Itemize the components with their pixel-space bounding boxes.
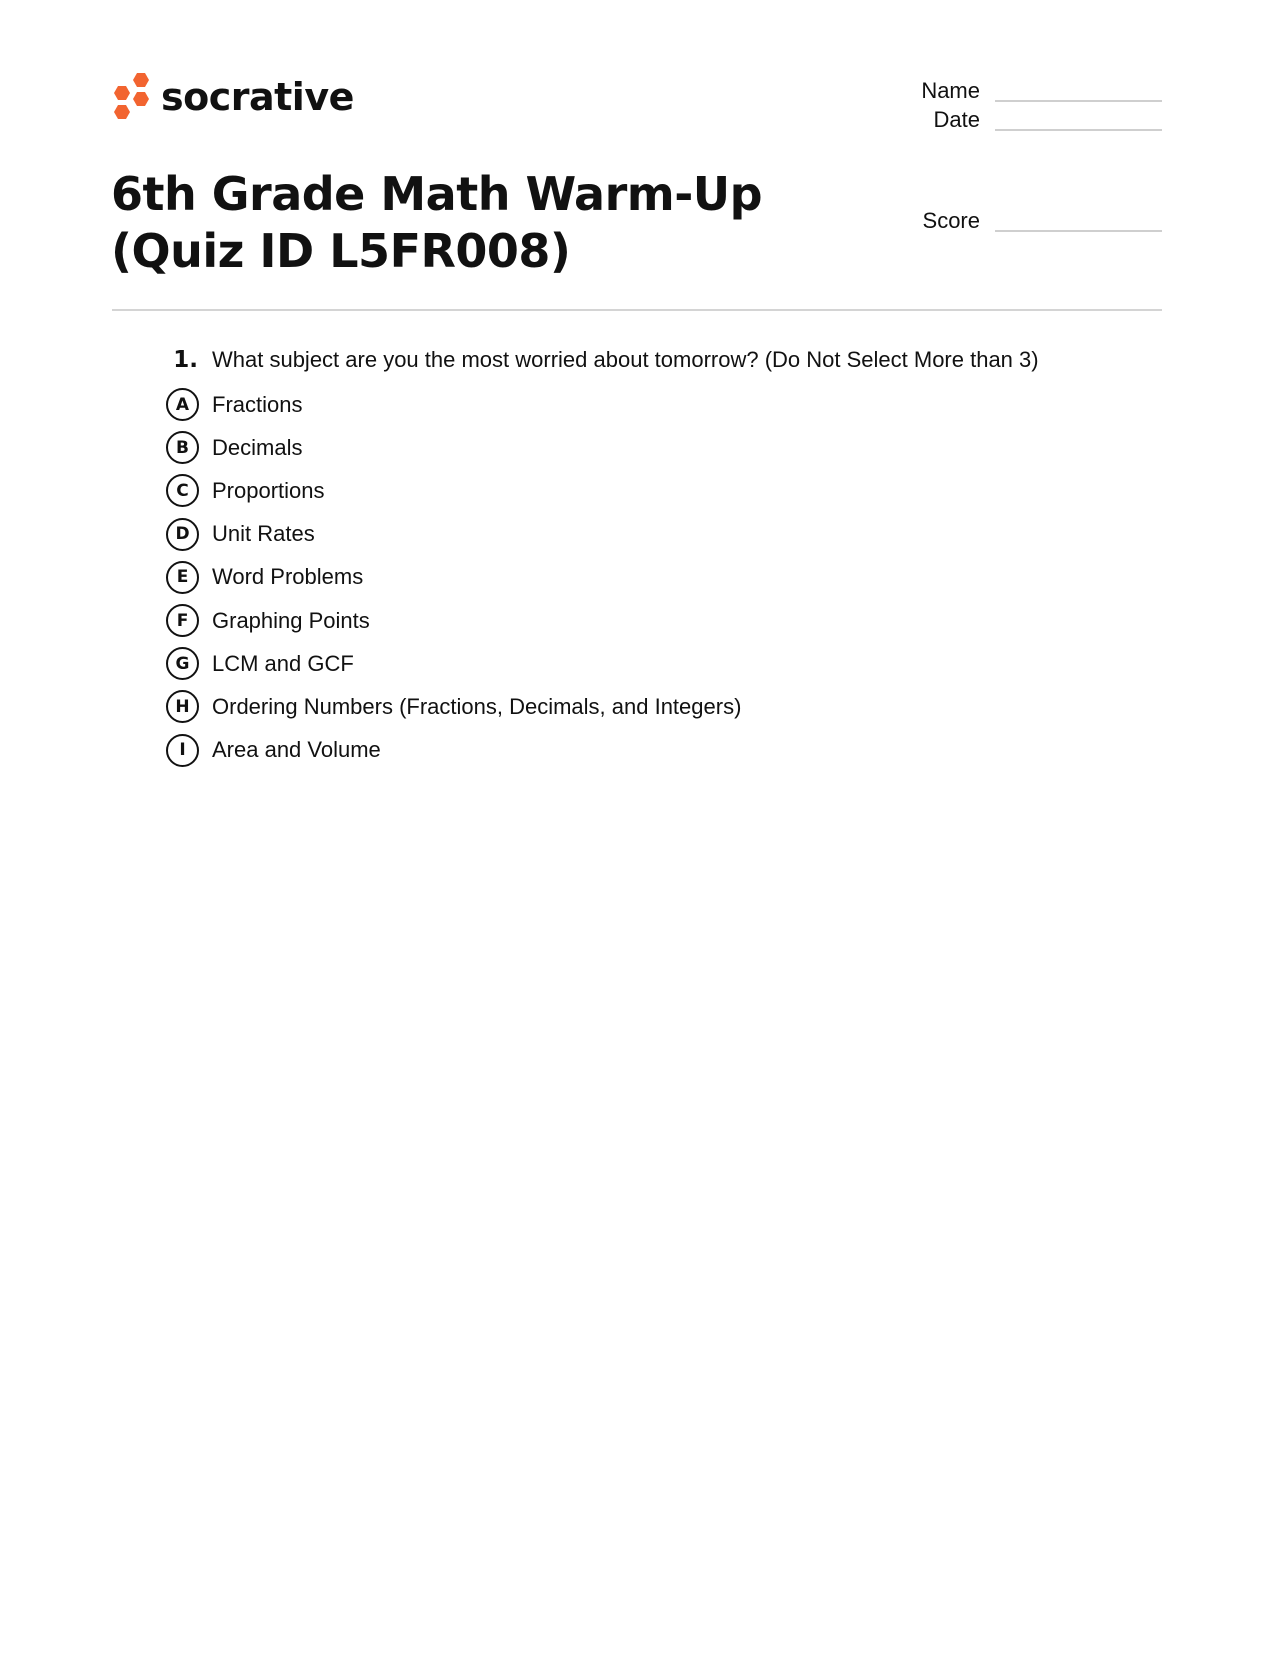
option-c[interactable] — [166, 469, 741, 512]
option-d[interactable] — [166, 513, 741, 556]
score-line[interactable] — [995, 230, 1162, 232]
option-i[interactable] — [166, 729, 741, 772]
option-label: Proportions — [212, 477, 325, 503]
option-bubble-i[interactable]: I — [166, 734, 199, 767]
page-title: 6th Grade Math Warm-Up (Quiz ID L5FR008) — [111, 167, 763, 278]
option-h[interactable] — [166, 685, 741, 728]
option-label: Fractions — [212, 391, 303, 417]
hexagon-cluster-icon — [111, 72, 151, 122]
option-bubble-d[interactable]: D — [166, 518, 199, 551]
name-line[interactable] — [995, 100, 1162, 102]
date-label: Date — [933, 107, 980, 132]
option-bubble-a[interactable]: A — [166, 388, 199, 421]
option-label: Ordering Numbers (Fractions, Decimals, and Integers) — [212, 693, 742, 719]
option-bubble-g[interactable]: G — [166, 647, 199, 680]
date-line[interactable] — [995, 129, 1162, 131]
question-number: 1. — [173, 347, 198, 373]
option-f[interactable] — [166, 599, 741, 642]
name-field[interactable] — [860, 76, 1162, 106]
score-label: Score — [922, 208, 980, 233]
option-g[interactable] — [166, 642, 741, 685]
option-label: Word Problems — [212, 564, 364, 590]
date-field[interactable] — [860, 105, 1162, 135]
option-label: Unit Rates — [212, 521, 315, 547]
score-field[interactable] — [860, 206, 1162, 236]
option-label: Decimals — [212, 434, 303, 460]
option-bubble-h[interactable]: H — [166, 690, 199, 723]
option-bubble-b[interactable]: B — [166, 431, 199, 464]
option-bubble-c[interactable]: C — [166, 474, 199, 507]
option-e[interactable] — [166, 556, 741, 599]
question-text: What subject are you the most worried about tomorrow? (Do Not Select More than 3) — [212, 347, 1039, 372]
option-bubble-f[interactable]: F — [166, 604, 199, 637]
option-label: Area and Volume — [212, 737, 381, 763]
option-b[interactable] — [166, 426, 741, 469]
option-bubble-e[interactable]: E — [166, 561, 199, 594]
header-divider — [112, 309, 1162, 311]
brand-name: socrative — [161, 75, 354, 119]
question-1 — [160, 343, 1120, 377]
option-label: Graphing Points — [212, 607, 370, 633]
option-label: LCM and GCF — [212, 650, 354, 676]
name-label: Name — [921, 78, 980, 103]
option-a[interactable] — [166, 383, 741, 426]
answer-options — [166, 383, 741, 772]
socrative-logo — [111, 72, 354, 122]
